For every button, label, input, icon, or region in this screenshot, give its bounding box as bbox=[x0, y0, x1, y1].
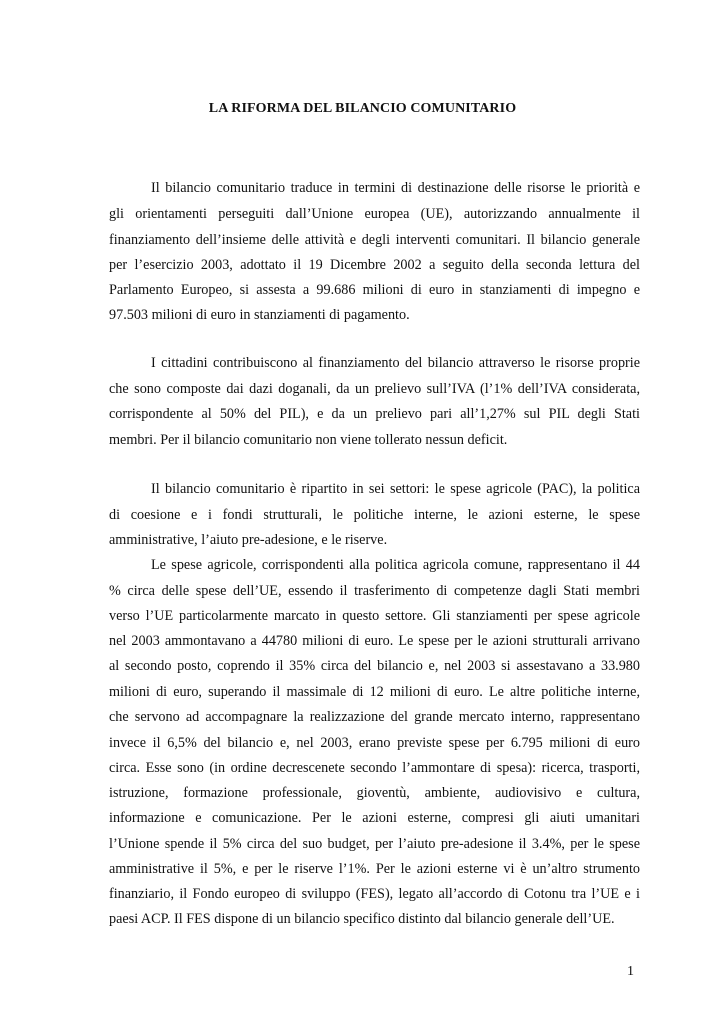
paragraph-2-line-4: membri. Per il bilancio comunitario non viene tollerato nessun deficit. bbox=[109, 432, 508, 448]
paragraph-4-line-7: che servono ad accompagnare la realizzazione del grande mercato interno, rappresentano bbox=[109, 709, 640, 725]
page-number: 1 bbox=[627, 964, 634, 979]
paragraph-4-line-12: l’Unione spende il 5% circa del suo budget, per l’aiuto pre-adesione il 3.4%, per le spese bbox=[109, 836, 640, 852]
paragraph-4-line-15: paesi ACP. Il FES dispone di un bilancio specifico distinto dal bilancio generale dell’UE. bbox=[109, 911, 615, 927]
document-title: LA RIFORMA DEL BILANCIO COMUNITARIO bbox=[208, 101, 517, 116]
paragraph-2-line-3: corrispondente al 50% del PIL), e da un prelievo pari all’1,27% sul PIL degli Stati bbox=[109, 406, 640, 422]
paragraph-1-line-2: gli orientamenti perseguiti dall’Unione europea (UE), autorizzando annualmente il bbox=[109, 206, 640, 222]
paragraph-4-line-9: circa. Esse sono (in ordine decrescenete secondo l’ammontare di spesa): ricerca, trasporti, bbox=[109, 760, 640, 776]
paragraph-3-line-3: amministrative, l’aiuto pre-adesione, e le riserve. bbox=[109, 532, 388, 548]
paragraph-2-line-1: I cittadini contribuiscono al finanziamento del bilancio attraverso le risorse proprie bbox=[151, 355, 640, 371]
paragraph-4-line-13: amministrative il 5%, e per le riserve l’1%. Per le azioni esterne vi è un’altro strumento bbox=[109, 861, 640, 877]
paragraph-4-line-2: % circa delle spese dell’UE, essendo il trasferimento di competenze dagli Stati membri bbox=[109, 583, 640, 599]
paragraph-4-line-5: al secondo posto, coprendo il 35% circa del bilancio e, nel 2003 si assestavano a 33.980 bbox=[109, 658, 640, 674]
paragraph-4-line-10: istruzione, formazione professionale, gioventù, ambiente, audiovisivo e cultura, bbox=[109, 785, 640, 801]
paragraph-1-line-3: finanziamento dell’insieme delle attività e degli interventi comunitari. Il bilancio generale bbox=[109, 232, 640, 248]
paragraph-3-line-1: Il bilancio comunitario è ripartito in sei settori: le spese agricole (PAC), la politica bbox=[151, 481, 640, 497]
paragraph-4-line-3: verso l’UE particolarmente marcato in questo settore. Gli stanziamenti per spese agricole bbox=[109, 608, 640, 624]
paragraph-4-line-1: Le spese agricole, corrispondenti alla politica agricola comune, rappresentano il 44 bbox=[151, 557, 640, 573]
paragraph-1-line-6: 97.503 milioni di euro in stanziamenti di pagamento. bbox=[109, 307, 410, 323]
paragraph-4-line-11: informazione e comunicazione. Per le azioni esterne, compresi gli aiuti umanitari bbox=[109, 810, 640, 826]
paragraph-1-line-5: Parlamento Europeo, si assesta a 99.686 milioni di euro in stanziamenti di impegno e bbox=[109, 282, 640, 298]
paragraph-4-line-8: invece il 6,5% del bilancio e, nel 2003, erano previste spese per 6.795 milioni di euro bbox=[109, 735, 640, 751]
paragraph-2-line-2: che sono composte dai dazi doganali, da un prelievo sull’IVA (l’1% dell’IVA considerata, bbox=[109, 381, 640, 397]
paragraph-4-line-4: nel 2003 ammontavano a 44780 milioni di euro. Le spese per le azioni strutturali arrivano bbox=[109, 633, 640, 649]
paragraph-1-line-4: per l’esercizio 2003, adottato il 19 Dicembre 2002 a seguito della seconda lettura del bbox=[109, 257, 640, 273]
paragraph-3-line-2: di coesione e i fondi strutturali, le politiche interne, le azioni esterne, le spese bbox=[109, 507, 640, 523]
paragraph-4-line-14: finanziario, il Fondo europeo di sviluppo (FES), legato all’accordo di Cotonu tra l’UE e i bbox=[109, 886, 640, 902]
paragraph-4-line-6: milioni di euro, superando il massimale di 12 milioni di euro. Le altre politiche interne, bbox=[109, 684, 640, 700]
paragraph-1-line-1: Il bilancio comunitario traduce in termini di destinazione delle risorse le priorità e bbox=[151, 180, 640, 196]
